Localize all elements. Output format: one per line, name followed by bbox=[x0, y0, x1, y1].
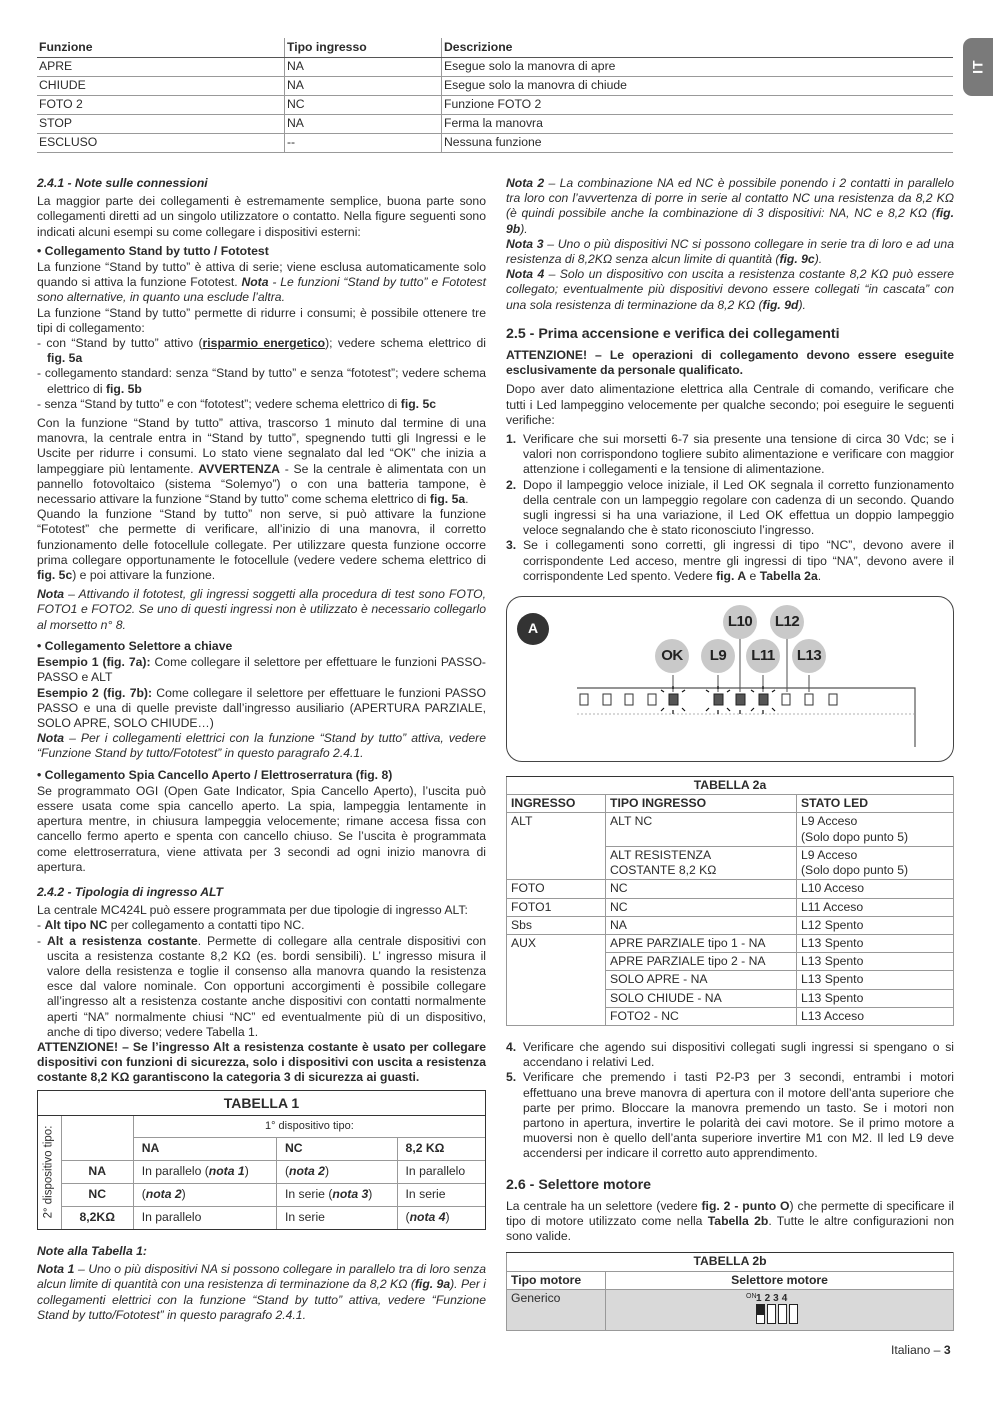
note: Nota – Attivando il fototest, gli ingressi soggetti alla procedura di test sono FOTO, FOTO1 e FOTO2. Se uno di questi ingressi non è utilizzato è necessario collegarlo al morsetto n° 8. bbox=[37, 587, 486, 632]
paragraph: Esempio 2 (fig. 7b): Come collegare il selettore per effettuare le funzioni PASSO PASSO e una di quelle previste dall’ingresso ausiliario (APERTURA PARZIALE, SOLO APRE, SOLO CHIUDE…) bbox=[37, 685, 486, 730]
section-heading-2-4-1: 2.4.1 - Note sulle connessioni bbox=[37, 176, 208, 190]
list-item: - senza “Stand by tutto” e con “fototest”; vedere schema elettrico di fig. 5c bbox=[37, 396, 436, 411]
table-row: FOTO2 - NC L13 Acceso bbox=[507, 1007, 954, 1025]
dip-switch-cell bbox=[606, 1289, 954, 1330]
table-row: Generico ON 1234 bbox=[507, 1289, 954, 1330]
second-device-label: 2° dispositivo tipo: bbox=[38, 1116, 62, 1230]
led-label-l10: L10 bbox=[723, 605, 757, 639]
cell: NA bbox=[285, 115, 442, 134]
subsection-heading: • Collegamento Spia Cancello Aperto / Elettroserratura (fig. 8) bbox=[37, 767, 393, 782]
figure-a-led-diagram bbox=[506, 596, 954, 762]
paragraph: Esempio 1 (fig. 7a): Come collegare il selettore per effettuare le funzioni PASSO-PASSO e ALT bbox=[37, 655, 486, 685]
table-row: FOTO NC L10 Acceso bbox=[507, 880, 954, 898]
note: Nota 4 – Solo un dispositivo con uscita a resistenza costante 8,2 KΩ può essere collegato; eventualmente più dispositivi devono essere collegati “in cascata” con una sola resistenza di terminazione da 8,2 KΩ (fig. 9d). bbox=[506, 267, 954, 312]
note: Nota 1 – Uno o più dispositivi NA si possono collegare in parallelo tra di loro senza alcun limite di quantità con una resistenza di terminazione da 8,2 KΩ (fig. 9a). Per i collegamenti elettrici con la funzione “Stand by tutto” attiva, vedere “Funzione Stand by tutto/Fototest” in questo paragrafo 2.4.1. bbox=[37, 1262, 487, 1322]
col-descrizione: Descrizione bbox=[442, 38, 954, 58]
right-column bbox=[506, 176, 954, 1331]
note: Nota 3 – Uno o più dispositivi NC si possono collegare in serie tra di loro e ad una resistenza di 8,2KΩ senza alcun limite di quantità (fig. 9c). bbox=[506, 236, 954, 267]
note: Nota – Per i collegamenti elettrici con la funzione “Stand by tutto” attiva, vedere “Funzione Stand by tutto/Fototest” in questo paragrafo 2.4.1. bbox=[37, 731, 486, 761]
table-row bbox=[37, 96, 953, 115]
table-row: 8,2KΩ In parallelo In serie (nota 4) bbox=[62, 1207, 485, 1230]
col-header: 8,2 KΩ bbox=[397, 1138, 485, 1161]
cell: -- bbox=[285, 134, 442, 153]
table-row: APRE PARZIALE tipo 2 - NA L13 Spento bbox=[507, 953, 954, 971]
col-header: NC bbox=[276, 1138, 397, 1161]
led-label-l13: L13 bbox=[792, 639, 826, 673]
table-row: SOLO APRE - NA L13 Spento bbox=[507, 971, 954, 989]
warning: ATTENZIONE! – Se l’ingresso Alt a resistenza costante è usato per collegare dispositivi con funzioni di sicurezza, solo i dispositivi con uscita a resistenza costante 8,2 KΩ garantiscono la categoria 3 di sicurezza ai guasti. bbox=[37, 1039, 486, 1085]
led-label-l12: L12 bbox=[770, 605, 804, 639]
table-title: TABELLA 2b bbox=[507, 1253, 954, 1271]
cell: Nessuna funzione bbox=[442, 134, 954, 153]
col-header: NA bbox=[133, 1138, 276, 1161]
tabella-2b bbox=[506, 1252, 954, 1330]
left-column bbox=[37, 176, 486, 1323]
notes-heading: Note alla Tabella 1: bbox=[37, 1244, 147, 1259]
paragraph: La centrale MC424L può essere programmata per due tipologie di ingresso ALT: bbox=[37, 903, 468, 918]
paragraph: Dopo aver dato alimentazione elettrica alla Centrale di comando, verificare che tutti i Led lampeggino velocemente per qualche secondo; poi eseguire le seguenti verifiche: bbox=[506, 382, 954, 427]
paragraph: Se programmato OGI (Open Gate Indicator, Spia Cancello Aperto), l’uscita può essere usata come spia cancello aperto. La spia, lampeggia lentamente in apertura mentre, in chiusura lampeggia velocemente; rimane accesa fissa con cancello fermo aperto e spenta con cancello chiuso. Se l’uscita è programmata come elettroserratura, viene attivata per 3 secondi ad ogni inizio manovra di apertura. bbox=[37, 783, 486, 874]
table-row: ALT ALT NC L9 Acceso (Solo dopo punto 5) bbox=[507, 813, 954, 846]
table-row: Sbs NA L12 Spento bbox=[507, 916, 954, 934]
table-row: ALT RESISTENZA COSTANTE 8,2 KΩ L9 Acceso (Solo dopo punto 5) bbox=[507, 846, 954, 879]
table-row: FOTO1 NC L11 Acceso bbox=[507, 898, 954, 916]
cell: Esegue solo la manovra di chiude bbox=[442, 77, 954, 96]
led-label-ok: OK bbox=[655, 639, 689, 673]
led-label-l9: L9 bbox=[701, 639, 735, 673]
tabella-2a bbox=[506, 776, 954, 1026]
section-heading-2-5: 2.5 - Prima accensione e verifica dei collegamenti bbox=[506, 325, 840, 342]
cell: FOTO 2 bbox=[37, 96, 285, 115]
col-header: Tipo motore bbox=[507, 1271, 606, 1289]
subsection-heading: • Collegamento Selettore a chiave bbox=[37, 638, 233, 653]
table-row bbox=[37, 115, 953, 134]
cell: ESCLUSO bbox=[37, 134, 285, 153]
first-device-label: 1° dispositivo tipo: bbox=[133, 1116, 485, 1138]
list-item: 1. Verificare che sui morsetti 6-7 sia presente una tensione di circa 30 Vdc; se i valori non corrispondono togliere subito alimentazione e verificare con maggior attenzione i collegamenti e la tensione di alimentazione. bbox=[506, 432, 954, 477]
col-header: INGRESSO bbox=[507, 795, 606, 813]
list-item: - con “Stand by tutto” attivo (risparmio energetico); vedere schema elettrico di fig. 5a bbox=[37, 336, 486, 366]
tabella-1 bbox=[37, 1090, 486, 1231]
cell: NC bbox=[285, 96, 442, 115]
table-row bbox=[37, 77, 953, 96]
list-item: - collegamento standard: senza “Stand by tutto” e senza “fototest”; vedere schema elettrico di fig. 5b bbox=[37, 366, 486, 396]
cell: CHIUDE bbox=[37, 77, 285, 96]
table-row bbox=[37, 134, 953, 153]
dip-switch-icon: ON 1234 bbox=[746, 1293, 826, 1327]
note: Nota 2 – La combinazione NA ed NC è possibile ponendo i 2 contatti in parallelo tra loro con l’avvertenza di porre in serie al contatto NC una resistenza da 8,2 KΩ (è quindi possibile anche la combinazione di 3 dispositivi: NA, NC e 8,2 KΩ (fig. 9b). bbox=[506, 176, 954, 236]
list-item: - Alt a resistenza costante. Permette di collegare alla centrale dispositivi con uscita a resistenza costante 8,2 KΩ (es. bordi sensibili). L’ ingresso misura il valore della resistenza e toglie il consenso alla manovra quando la resistenza esce dal valore nominale. Con opportuni accorgimenti è possibile collegare all’ingresso alt a resistenza costante anche dispositivi con contatti normalmente aperti “NA” normalmente chiusi “NC” ed eventualmente più di un dispositivo, anche di tipo diverso; vedere Tabella 1. bbox=[37, 933, 487, 1039]
figure-badge: A bbox=[517, 613, 549, 645]
cell: Ferma la manovra bbox=[442, 115, 954, 134]
cell: NA bbox=[285, 77, 442, 96]
section-heading-2-6: 2.6 - Selettore motore bbox=[506, 1176, 652, 1193]
table-row: AUX APRE PARZIALE tipo 1 - NA L13 Spento bbox=[507, 934, 954, 952]
list-item: 4. Verificare che agendo sui dispositivi collegati sugli ingressi si spengano o si accendano i relativi Led. bbox=[506, 1039, 954, 1070]
section-heading-2-4-2: 2.4.2 - Tipologia di ingresso ALT bbox=[37, 884, 223, 899]
list-item: 3. Se i collegamenti sono corretti, gli ingressi di tipo “NC”, devono avere il corrispondente Led acceso, mentre gli ingressi di tipo “NA”, devono avere il corrispondente Led spento. Vedere fig. A e Tabella 2a. bbox=[506, 538, 954, 583]
paragraph: La maggior parte dei collegamenti è estremamente semplice, buona parte sono collegamenti diretti ad un singolo utilizzatore o contatto. Nella figure seguenti sono indicati alcuni esempi su come collegare i dispositivi esterni: bbox=[37, 194, 486, 239]
led-label-l11: L11 bbox=[746, 639, 780, 673]
warning: ATTENZIONE! – Le operazioni di collegamento devono essere eseguite esclusivamente da personale qualificato. bbox=[506, 348, 954, 378]
cell: Funzione FOTO 2 bbox=[442, 96, 954, 115]
list-item: 5. Verificare che premendo i tasti P2-P3 per 3 secondi, entrambi i motori effettuano una breve manovra di apertura con il motore dell’anta superiore che parte per primo. Bloccare la manovra premendo un tasto. Se i motori non partono in apertura, invertire le polarità dei cavi motore. Se il primo motore a muoversi non è quello dell’anta superiore invertire M1 con M2. Il led L9 deve accendersi per indicare il corretto auto apprendimento. bbox=[506, 1070, 954, 1161]
cell: APRE bbox=[37, 58, 285, 77]
col-funzione: Funzione bbox=[37, 38, 285, 58]
page-footer: Italiano – 3 bbox=[891, 1343, 951, 1357]
paragraph: Quando la funzione “Stand by tutto” non serve, si può attivare la funzione “Fototest” che permette di verificare, all’inizio di una manovra, il corretto funzionamento delle fotocellule collegate. Per utilizzare questa funzione occorre prima collegare opportunamente le fotocellule (vedere vedere schema elettrico di fig. 5c) e poi attivare la funzione. bbox=[37, 507, 486, 583]
col-header: Selettore motore bbox=[606, 1271, 954, 1289]
cell: STOP bbox=[37, 115, 285, 134]
col-header: STATO LED bbox=[797, 795, 954, 813]
col-tipo-ingresso: Tipo ingresso bbox=[285, 38, 442, 58]
language-tab: IT bbox=[963, 38, 993, 96]
col-header: TIPO INGRESSO bbox=[606, 795, 797, 813]
list-item: - Alt tipo NC per collegamento a contatti tipo NC. bbox=[37, 918, 305, 933]
paragraph: Con la funzione “Stand by tutto” attiva, trascorso 1 minuto dal termine di una manovra, la centrale entra in “Stand by tutto”, spegnendo tutti gli Ingressi e le Uscite per ridurre i consumi. Lo stato viene segnalato dal led “OK” che inizia a lampeggiare più lentamente. AVVERTENZA - Se la centrale è alimentata con un pannello fotovoltaico (sistema “Solemyo”) o con una batteria tampone, è necessario attivare la funzione “Stand by tutto” come schema elettrico di fig. 5a. bbox=[37, 416, 486, 507]
paragraph: La funzione “Stand by tutto” permette di ridurre i consumi; è possibile ottenere tre tipi di collegamento: bbox=[37, 305, 486, 335]
table-title: TABELLA 1 bbox=[38, 1091, 485, 1116]
table-row bbox=[37, 58, 953, 77]
subsection-heading: • Collegamento Stand by tutto / Fototest bbox=[37, 243, 269, 258]
paragraph: La funzione “Stand by tutto” è attiva di serie; viene esclusa automaticamente solo quando si attiva la funzione Fototest. Nota - Le funzioni “Stand by tutto” e Fototest sono alternative, in quanto una esclude l’altra. bbox=[37, 260, 486, 305]
table-row: SOLO CHIUDE - NA L13 Spento bbox=[507, 989, 954, 1007]
table-row: NA In parallelo (nota 1) (nota 2) In parallelo bbox=[62, 1161, 485, 1184]
table-title: TABELLA 2a bbox=[507, 777, 954, 795]
cell: Esegue solo la manovra di apre bbox=[442, 58, 954, 77]
cell: NA bbox=[285, 58, 442, 77]
table-row: NC (nota 2) In serie (nota 3) In serie bbox=[62, 1184, 485, 1207]
paragraph: La centrale ha un selettore (vedere fig. 2 - punto O) che permette di specificare il tipo di motore utilizzato come nella Tabella 2b. Tutte le altre configurazioni non sono valide. bbox=[506, 1198, 954, 1244]
input-function-table bbox=[37, 38, 953, 153]
list-item: 2. Dopo il lampeggio veloce iniziale, il Led OK segnala il corretto funzionamento della centrale con un lampeggio regolare con cadenza di un secondo. Quando sugli ingressi si ha una variazione, il Led OK effettua un doppio lampeggio veloce segnalando che è stato riconosciuto l’ingresso. bbox=[506, 477, 954, 538]
